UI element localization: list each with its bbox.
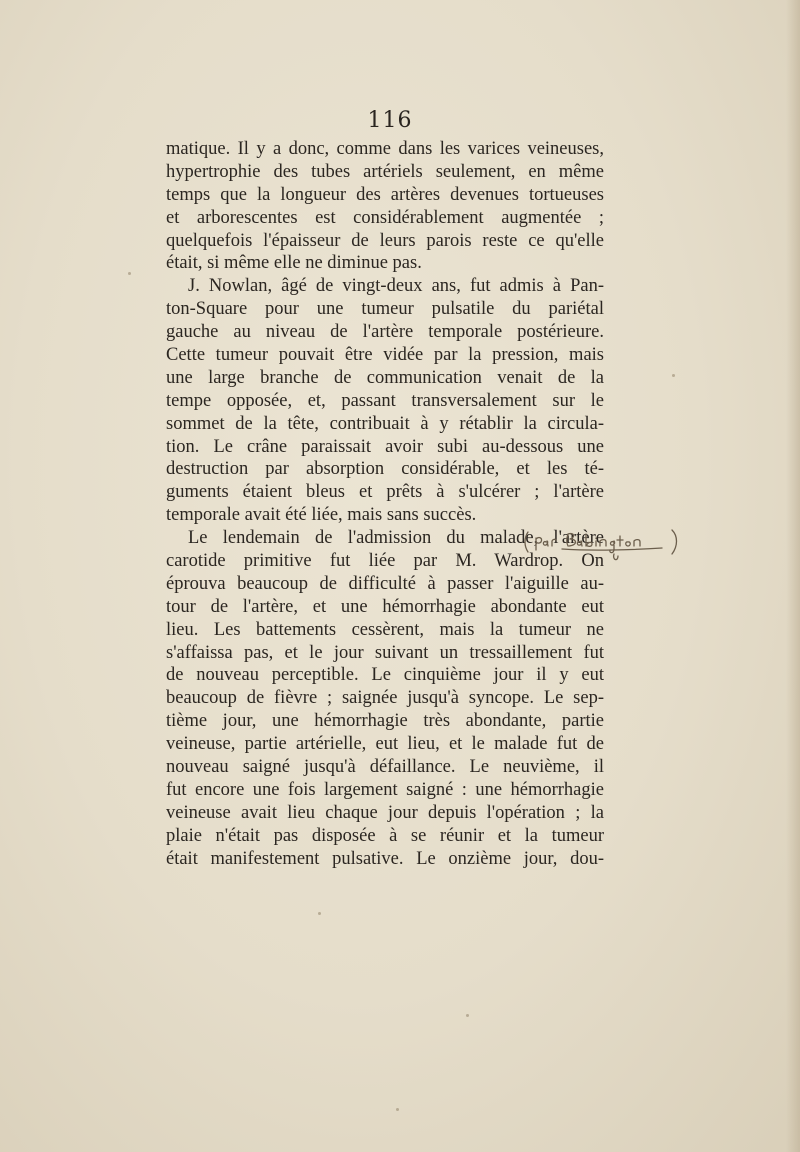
text-line: veineuse avait lieu chaque jour depuis l'opération ; la <box>166 802 604 823</box>
text-line: quelquefois l'épaisseur de leurs parois reste ce qu'elle <box>166 230 604 251</box>
text-line: s'affaissa pas, et le jour suivant un tressaillement fut <box>166 642 604 663</box>
text-line: sommet de la tête, contribuait à y rétablir la circula- <box>166 413 604 434</box>
text-line: lieu. Les battements cessèrent, mais la tumeur ne <box>166 619 604 640</box>
text-line: J. Nowlan, âgé de vingt-deux ans, fut admis à Pan- <box>188 276 604 297</box>
text-line: était manifestement pulsative. Le onzième jour, dou- <box>166 848 604 869</box>
paper-speck <box>396 1108 399 1111</box>
text-line: plaie n'était pas disposée à se réunir et la tumeur <box>166 825 604 846</box>
text-line: guments étaient bleus et prêts à s'ulcérer ; l'artère <box>166 482 604 503</box>
text-line: veineuse, partie artérielle, eut lieu, et le malade fut de <box>166 734 604 755</box>
text-line: tième jour, une hémorrhagie très abondante, partie <box>166 711 604 732</box>
paper-speck <box>318 912 321 915</box>
text-line: une large branche de communication venait de la <box>166 367 604 388</box>
page-number: 116 <box>367 108 413 133</box>
text-line: gauche au niveau de l'artère temporale postérieure. <box>166 322 604 343</box>
text-line: temporale avait été liée, mais sans succès. <box>166 505 477 526</box>
page-edge-shadow <box>786 0 800 1152</box>
handwritten-annotation <box>522 526 692 566</box>
text-line: de nouveau perceptible. Le cinquième jour il y eut <box>166 665 604 686</box>
body-text <box>166 138 604 871</box>
text-line: Cette tumeur pouvait être vidée par la pression, mais <box>166 345 604 366</box>
text-line: nouveau saigné jusqu'à défaillance. Le neuvième, il <box>166 757 604 778</box>
text-line: beaucoup de fièvre ; saignée jusqu'à syncope. Le sep- <box>166 688 604 709</box>
text-line: était, si même elle ne diminue pas. <box>166 253 422 274</box>
paper-speck <box>672 374 675 377</box>
text-line: hypertrophie des tubes artériels seulement, en même <box>166 161 604 182</box>
paper-speck <box>128 272 131 275</box>
text-line: fut encore une fois largement saigné : une hémorrhagie <box>166 779 604 800</box>
text-line: tour de l'artère, et une hémorrhagie abondante eut <box>166 596 604 617</box>
text-line: Le lendemain de l'admission du malade, l'artère <box>188 528 604 549</box>
text-line: ton-Square pour une tumeur pulsatile du pariétal <box>166 299 604 320</box>
text-line: destruction par absorption considérable, et les té- <box>166 459 604 480</box>
text-line: éprouva beaucoup de difficulté à passer l'aiguille au- <box>166 573 604 594</box>
text-line: tempe opposée, et, passant transversalement sur le <box>166 390 604 411</box>
text-line: temps que la longueur des artères devenues tortueuses <box>166 184 604 205</box>
text-line: et arborescentes est considérablement augmentée ; <box>166 207 604 228</box>
text-line: tion. Le crâne paraissait avoir subi au-dessous une <box>166 436 604 457</box>
text-line: carotide primitive fut liée par M. Wardrop. On <box>166 551 604 572</box>
text-line: matique. Il y a donc, comme dans les varices veineuses, <box>166 139 604 159</box>
paper-speck <box>466 1014 469 1017</box>
